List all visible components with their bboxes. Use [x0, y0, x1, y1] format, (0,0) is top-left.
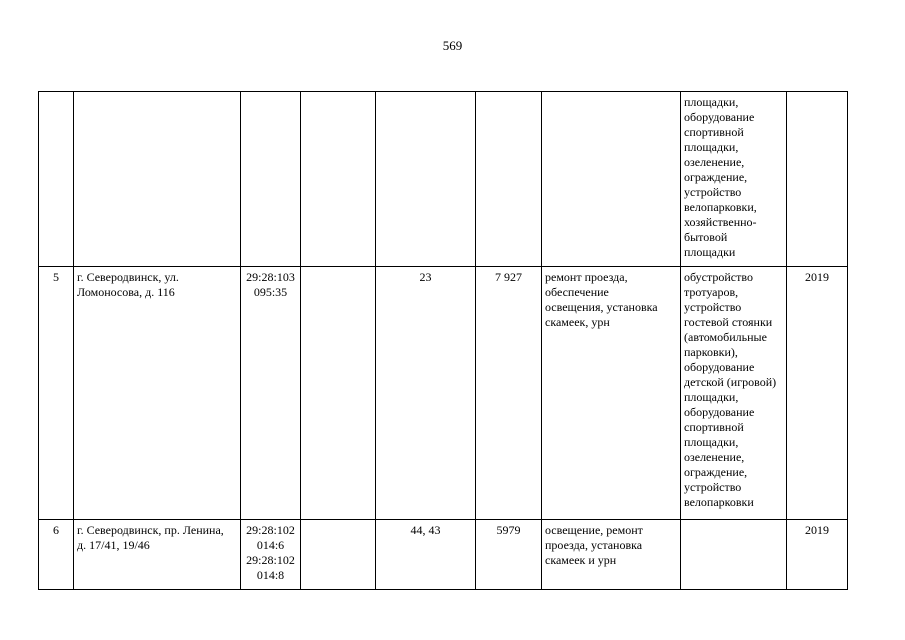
cell-line: озеленение,: [684, 155, 745, 169]
cell-line: д. 17/41, 19/46: [77, 538, 150, 552]
cell-line: площадки,: [684, 390, 739, 404]
cell-line: 095:35: [253, 285, 288, 299]
cell-cadastral: [241, 92, 301, 267]
table-row: [39, 92, 848, 267]
cell-line: г. Северодвинск, ул.: [77, 270, 179, 284]
cell-line: детской (игровой): [684, 375, 777, 389]
cell-area: [476, 92, 542, 267]
cell-extra-works: [681, 520, 787, 590]
cell-line: ремонт проезда,: [545, 270, 628, 284]
cell-works: [542, 92, 681, 267]
cell-address: [74, 92, 241, 267]
cell-line: тротуаров,: [684, 285, 739, 299]
cell-line: освещение, ремонт: [545, 523, 643, 537]
table-row: [39, 267, 848, 520]
page-number: 569: [442, 38, 463, 53]
cell-col4: [301, 267, 376, 520]
cell-year: 2019: [787, 267, 848, 520]
cell-line: велопарковки,: [684, 200, 757, 214]
cell-cadastral: [241, 520, 301, 590]
cell-extra-works: [681, 92, 787, 267]
cell-col5: 44, 43: [376, 520, 476, 590]
cell-line: 29:28:103: [246, 270, 295, 284]
cell-line: площадки: [684, 245, 736, 259]
cell-line: площадки,: [684, 95, 739, 109]
works-table: [38, 91, 848, 590]
table-row: [39, 520, 848, 590]
cell-line: проезда, установка: [545, 538, 643, 552]
cell-line: 014:6: [256, 538, 285, 552]
cell-line: устройство: [684, 480, 742, 494]
cell-line: освещения, установка: [545, 300, 658, 314]
cell-works: [542, 520, 681, 590]
cell-line: оборудование: [684, 405, 755, 419]
cell-year: [787, 92, 848, 267]
cell-line: площадки,: [684, 435, 739, 449]
cell-line: велопарковки: [684, 495, 754, 509]
cell-line: 29:28:102: [246, 553, 295, 567]
cell-col5: [376, 92, 476, 267]
cell-extra-works: [681, 267, 787, 520]
cell-line: бытовой: [684, 230, 728, 244]
cell-number: 5: [39, 267, 74, 520]
cell-line: оборудование: [684, 110, 755, 124]
cell-line: хозяйственно-: [684, 215, 757, 229]
cell-line: скамеек и урн: [545, 553, 617, 567]
cell-number: 6: [39, 520, 74, 590]
cell-year: 2019: [787, 520, 848, 590]
cell-line: площадки,: [684, 140, 739, 154]
cell-line: спортивной: [684, 420, 744, 434]
cell-line: скамеек, урн: [545, 315, 610, 329]
cell-line: ограждение,: [684, 465, 748, 479]
cell-line: г. Северодвинск, пр. Ленина,: [77, 523, 224, 537]
cell-line: парковки),: [684, 345, 738, 359]
cell-area: 7 927: [476, 267, 542, 520]
cell-number: [39, 92, 74, 267]
cell-line: 014:8: [256, 568, 285, 582]
cell-line: (автомобильные: [684, 330, 767, 344]
cell-line: оборудование: [684, 360, 755, 374]
cell-cadastral: [241, 267, 301, 520]
cell-line: обустройство: [684, 270, 753, 284]
cell-line: озеленение,: [684, 450, 745, 464]
cell-line: спортивной: [684, 125, 744, 139]
cell-col4: [301, 520, 376, 590]
cell-address: [74, 267, 241, 520]
cell-area: 5979: [476, 520, 542, 590]
cell-address: [74, 520, 241, 590]
cell-line: устройство: [684, 300, 742, 314]
cell-col4: [301, 92, 376, 267]
cell-line: обеспечение: [545, 285, 609, 299]
cell-line: 29:28:102: [246, 523, 295, 537]
cell-line: Ломоносова, д. 116: [77, 285, 175, 299]
cell-col5: 23: [376, 267, 476, 520]
cell-line: устройство: [684, 185, 742, 199]
cell-line: ограждение,: [684, 170, 748, 184]
cell-line: гостевой стоянки: [684, 315, 773, 329]
table-body: [39, 92, 848, 590]
cell-works: [542, 267, 681, 520]
